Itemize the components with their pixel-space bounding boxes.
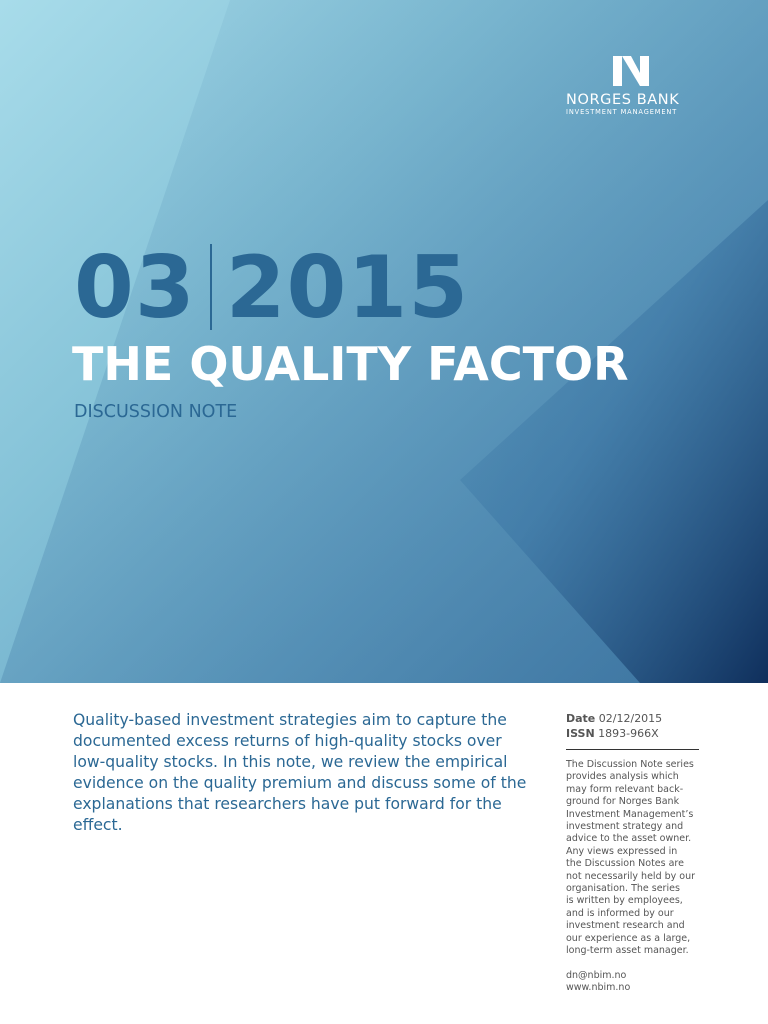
series-line: investment research and bbox=[566, 920, 685, 932]
abstract-line: Quality-based investment strategies aim to capture the bbox=[73, 711, 507, 729]
logo-subtitle: INVESTMENT MANAGEMENT bbox=[566, 108, 678, 116]
date-value: 02/12/2015 bbox=[598, 712, 663, 725]
document-type: DISCUSSION NOTE bbox=[74, 402, 238, 422]
series-line: Any views expressed in bbox=[566, 845, 678, 857]
issue-separator bbox=[210, 244, 212, 330]
abstract bbox=[73, 710, 533, 836]
series-line: provides analysis which bbox=[566, 771, 679, 783]
series-line: not necessarily held by our bbox=[566, 870, 696, 882]
nbim-logo-icon bbox=[613, 56, 649, 86]
email-link[interactable]: dn@nbim.no bbox=[566, 969, 627, 981]
series-line: our experience as a large, bbox=[566, 932, 691, 944]
date-label: Date bbox=[566, 712, 596, 725]
series-line: organisation. The series bbox=[566, 883, 680, 895]
logo-name: NORGES BANK bbox=[566, 92, 680, 108]
info-sidebar bbox=[566, 711, 699, 994]
abstract-line: effect. bbox=[73, 816, 123, 834]
contact-info bbox=[566, 970, 699, 995]
divider bbox=[566, 749, 699, 750]
series-line: advice to the asset owner. bbox=[566, 833, 692, 845]
issn-value: 1893-966X bbox=[598, 727, 659, 740]
norges-bank-logo bbox=[566, 56, 698, 117]
series-line: may form relevant back- bbox=[566, 783, 684, 795]
date-row bbox=[566, 711, 699, 726]
website-link[interactable]: www.nbim.no bbox=[566, 981, 631, 993]
abstract-line: explanations that researchers have put forward for the bbox=[73, 795, 502, 813]
series-line: The Discussion Note series bbox=[566, 759, 694, 770]
issue-year: 2015 bbox=[225, 238, 470, 338]
series-line: the Discussion Notes are bbox=[566, 858, 684, 870]
issue-number bbox=[74, 240, 469, 336]
series-line: is written by employees, bbox=[566, 895, 683, 907]
abstract-line: evidence on the quality premium and discuss some of the bbox=[73, 774, 527, 792]
issn-row bbox=[566, 726, 699, 741]
series-line: Investment Management’s bbox=[566, 808, 694, 820]
series-line: long-term asset manager. bbox=[566, 945, 689, 957]
abstract-line: documented excess returns of high-quality stocks over bbox=[73, 732, 502, 750]
series-description bbox=[566, 759, 699, 958]
series-line: investment strategy and bbox=[566, 821, 684, 833]
series-line: ground for Norges Bank bbox=[566, 796, 680, 808]
issn-label: ISSN bbox=[566, 727, 595, 740]
issue-number-value: 03 bbox=[74, 238, 196, 338]
series-line: and is informed by our bbox=[566, 907, 674, 919]
page-title: THE QUALITY FACTOR bbox=[72, 337, 629, 391]
abstract-line: low-quality stocks. In this note, we review the empirical bbox=[73, 753, 508, 771]
